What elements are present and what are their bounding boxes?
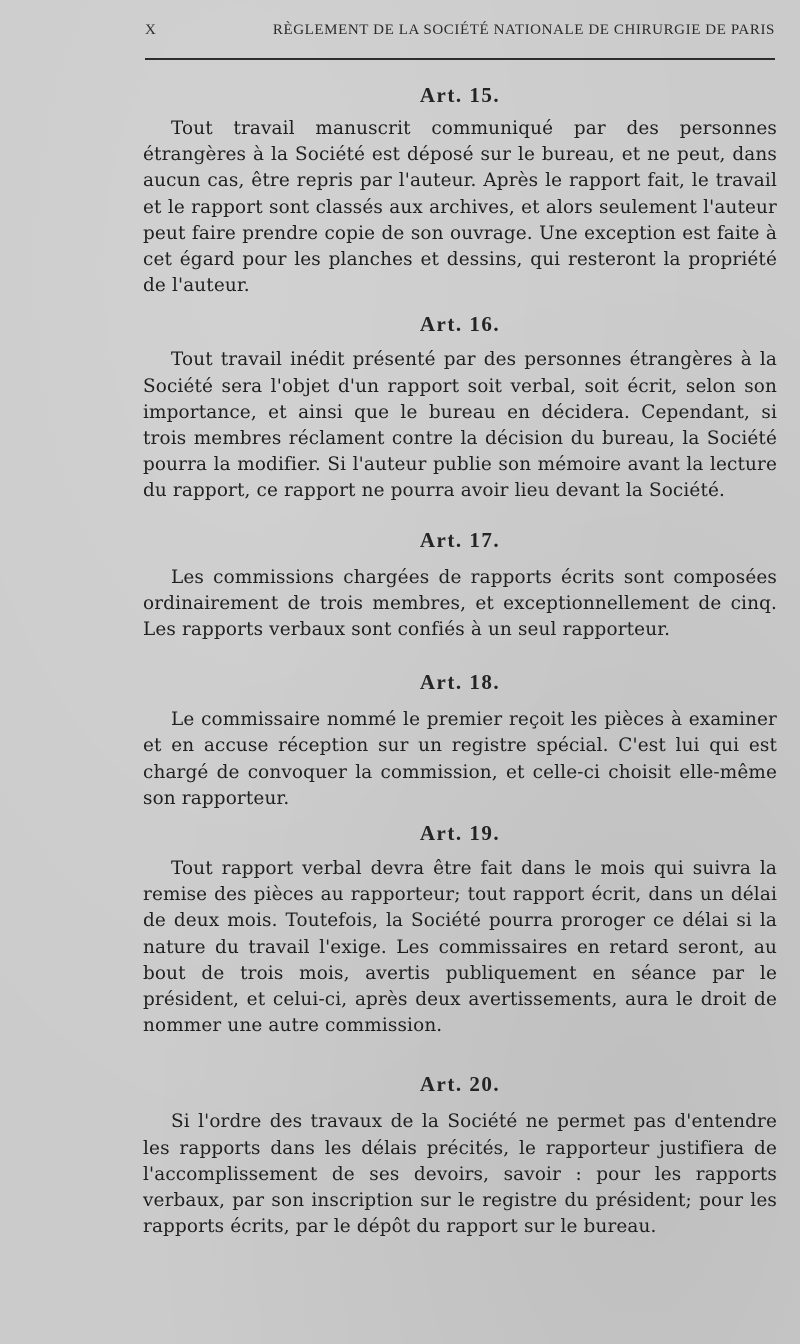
article-17-title: Art. 17.	[419, 527, 501, 552]
article-16-text: Tout travail inédit présenté par des personnes étrangères à la Société sera l'objet d'un rapport soit verbal, soit écrit, selon son importance, et ainsi que le bureau en décidera. Cependant, si trois membres réclament contre la décision du bureau, la Société pourra la modifier. Si l'auteur publie son mémoire avant la lecture du rapport, ce rapport ne pourra avoir lieu devant la Société.	[143, 349, 777, 502]
article-list	[143, 78, 777, 1241]
article-18-text: Le commissaire nommé le premier reçoit les pièces à examiner et en accuse réception sur un registre spécial. C'est lui qui est chargé de convoquer la commission, et celle-ci choisit elle-même son rapporteur.	[143, 709, 777, 809]
running-title: RÈGLEMENT DE LA SOCIÉTÉ NATIONALE DE CHIRURGIE DE PARIS	[272, 22, 775, 38]
article-20-title: Art. 20.	[419, 1072, 501, 1097]
article-15-title: Art. 15.	[419, 83, 501, 107]
page-number: X	[145, 22, 157, 38]
article-19-title: Art. 19.	[419, 821, 501, 846]
article-19-text: Tout rapport verbal devra être fait dans le mois qui suivra la remise des pièces au rapporteur; tout rapport écrit, dans un délai de deux mois. Toutefois, la Société pourra proroger ce délai si la nature du travail l'exige. Les commissaires en retard seront, au bout de trois mois, avertis publiquement en séance par le président, et celui-ci, après deux avertissements, aura le droit de nommer une autre commission.	[143, 858, 777, 1037]
page-header	[145, 22, 775, 39]
article-16-title: Art. 16.	[419, 312, 501, 337]
article-15-text: Tout travail manuscrit communiqué par des personnes étrangères à la Société est déposé sur le bureau, et ne peut, dans aucun cas, être repris par l'auteur. Après le rapport fait, le travail et le rapport sont classés aux archives, et alors seulement l'auteur peut faire prendre copie de son ouvrage. Une exception est faite à cet égard pour les planches et dessins, qui resteront la propriété de l'auteur.	[143, 118, 777, 297]
article-18-title: Art. 18.	[419, 670, 501, 695]
article-17-text: Les commissions chargées de rapports écrits sont composées ordinairement de trois membres, et exceptionnellement de cinq. Les rapports verbaux sont confiés à un seul rapporteur.	[143, 566, 777, 641]
article-20-text: Si l'ordre des travaux de la Société ne permet pas d'entendre les rapports dans les délais précités, le rapporteur justifiera de l'accomplissement de ses devoirs, savoir : pour les rapports verbaux, par son inscription sur le registre du président; pour les rapports écrits, par le dépôt du rapport sur le bureau.	[143, 1111, 777, 1238]
header-rule	[145, 58, 775, 60]
